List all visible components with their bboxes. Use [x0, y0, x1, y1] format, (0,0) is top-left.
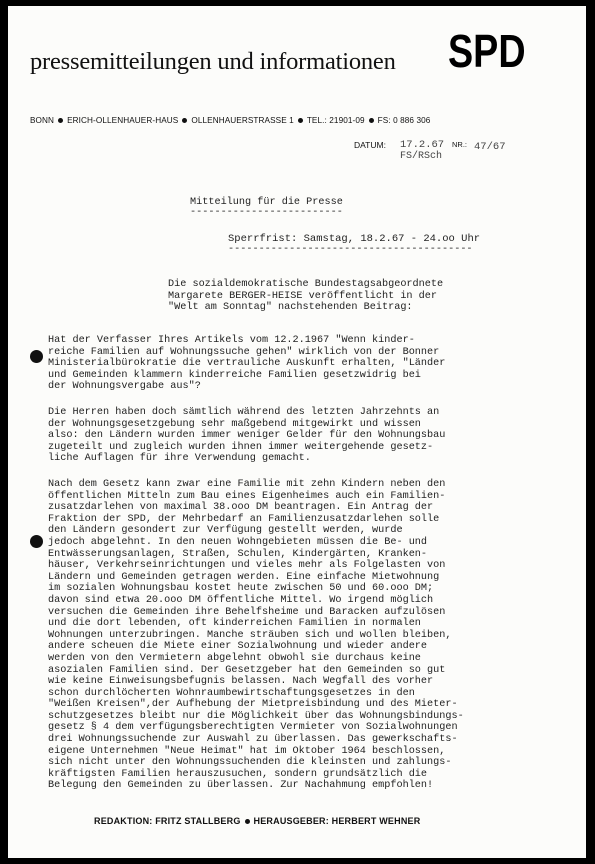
intro-block	[168, 279, 443, 314]
spd-logo: SPD	[448, 25, 526, 77]
address-telex: FS: 0 886 306	[377, 116, 431, 125]
address-city: BONN	[30, 116, 55, 125]
address-building: ERICH-OLLENHAUER-HAUS	[67, 116, 179, 125]
text-line: häuser, Verkehrseinrichtungen und vieles mehr als Folgelasten von	[48, 560, 446, 572]
bullet-dot-icon	[182, 118, 187, 123]
masthead: pressemitteilungen und informationen	[30, 48, 396, 75]
initials: FS/RSch	[400, 151, 443, 162]
text-line: jedoch abgelehnt. In den neuen Wohngebieten müssen die Be- und	[48, 536, 428, 548]
text-line: zugeteilt und zugleich wurden ihnen immer weitergehende gesetz-	[48, 441, 434, 453]
datum-label: DATUM:	[354, 140, 386, 150]
text-line: liche Auflagen für ihre Verwendung gemacht.	[48, 453, 311, 465]
release-title: Mitteilung für die Presse	[190, 197, 343, 208]
text-line: asozialen Familien sind. Der Gesetzgeber hat den Gemeinden so gut	[48, 664, 446, 676]
text-line: Hat der Verfasser Ihres Artikels vom 12.2.1967 "Wenn kinder-	[48, 335, 415, 346]
text-line: zusatzdarlehen von maximal 38.ooo DM beantragen. Ein Antrag der	[48, 502, 434, 514]
footer-herausgeber: HERAUSGEBER: HERBERT WEHNER	[253, 816, 421, 826]
text-line: Fraktion der SPD, der Mehrbedarf an Familienzusatzdarlehen solle	[48, 513, 440, 525]
bullet-dot-icon	[369, 118, 374, 123]
paragraph-1	[48, 335, 568, 393]
bullet-dot-icon	[298, 118, 303, 123]
text-line: sich nicht unter den Wohnungssuchenden die kleinsten und zahlungs-	[48, 757, 452, 769]
text-line: andere scheuen die Miete einer Sozialwohnung und wieder andere	[48, 641, 428, 653]
paragraph-3	[48, 479, 568, 792]
text-line: öffentlichen Mitteln zum Bau eines Eigenheimes auch ein Familien-	[48, 490, 446, 502]
text-line: versuchen die Gemeinden ihre Behelfsheime und Baracken aufzulösen	[48, 606, 446, 618]
document-page	[8, 6, 586, 858]
text-line: im sozialen Wohnungsbau kostet heute zwischen 50 und 60.ooo DM;	[48, 583, 434, 595]
text-line: den Ländern gesondert zur Verfügung gestellt werden, wurde	[48, 525, 403, 537]
intro-line: "Welt am Sonntag" nachstehenden Beitrag:	[168, 302, 413, 314]
text-line: Nach dem Gesetz kann zwar eine Familie mit zehn Kindern neben den	[48, 479, 446, 490]
text-line: Die Herren haben doch sämtlich während des letzten Jahrzehnts an	[48, 407, 440, 418]
text-line: kräftigsten Familien herauszusuchen, sondern grundsätzlich die	[48, 768, 428, 780]
text-line: "Weißen Kreisen",der Aufhebung der Mietpreisbindung und des Mieter-	[48, 699, 458, 711]
punch-hole-icon	[30, 350, 43, 363]
nr-value: 47/67	[474, 141, 506, 153]
text-line: reiche Familien auf Wohnungssuche gehen" wirklich von der Bonner	[48, 346, 440, 358]
intro-line: Die sozialdemokratische Bundestagsabgeordnete	[168, 279, 444, 290]
text-line: Entwässerungsanlagen, Straßen, Schulen, Kindergärten, Kranken-	[48, 548, 428, 560]
text-line: schon durchlöcherten Wohnraumbewirtschaftungsgesetzes in den	[48, 687, 415, 699]
text-line: der Wohnungsgesetzgebung sehr maßgebend mitgewirkt und wissen	[48, 418, 421, 430]
footer-redaktion: REDAKTION: FRITZ STALLBERG	[94, 816, 241, 826]
paragraph-2	[48, 407, 568, 465]
address-street: OLLENHAUERSTRASSE 1	[191, 116, 294, 125]
datum-value: 17.2.67	[400, 139, 445, 151]
text-line: und Gemeinden klammern kinderreiche Familien gesetzwidrig bei	[48, 369, 421, 381]
text-line: eigene Unternehmen "Neue Heimat" hat im Oktober 1964 beschlossen,	[48, 745, 446, 757]
nr-label: NR.:	[452, 140, 467, 149]
address-line	[30, 116, 430, 125]
text-line: drei Wohnungssuchende zur Auswahl zu überlassen. Das gewerkschafts-	[48, 734, 458, 746]
text-line: Ministerialbürokratie die vertrauliche Auskunft erhalten, "Länder	[48, 358, 446, 370]
intro-line: Margarete BERGER-HEISE veröffentlicht in der	[168, 290, 437, 302]
text-line: also: den Ländern wurden immer weniger Gelder für den Wohnungsbau	[48, 430, 446, 442]
text-line: Belegung den Gemeinden zu überlassen. Zur Nachahmung empfohlen!	[48, 780, 434, 792]
address-phone: TEL.: 21901-09	[306, 116, 365, 125]
text-line: davon sind etwa 20.ooo DM öffentliche Mittel. Wo irgend möglich	[48, 594, 434, 606]
bullet-dot-icon	[58, 118, 63, 123]
release-title-underline: -------------------------	[190, 207, 343, 218]
embargo-underline: ----------------------------------------	[228, 244, 473, 255]
bullet-dot-icon	[245, 819, 250, 824]
text-line: Ländern und Gemeinden getragen werden. Eine einfache Mietwohnung	[48, 571, 440, 583]
text-line: und die dort lebenden, oft kinderreichen Familien in normalen	[48, 618, 421, 630]
punch-hole-icon	[30, 535, 43, 548]
text-line: wie keine Einweisungsbefugnis belassen. Nach Wegfall des vorher	[48, 676, 434, 688]
text-line: Wohnungen unterzubringen. Manche sträuben sich und wollen bleiben,	[48, 629, 452, 641]
text-line: werden von den Vermietern abgelehnt obwohl sie durchaus keine	[48, 652, 421, 664]
embargo-notice: Sperrfrist: Samstag, 18.2.67 - 24.oo Uhr	[228, 233, 481, 245]
footer-credits	[94, 816, 420, 826]
text-line: gesetz § 4 dem verfügungsberechtigten Vermieter von Sozialwohnungen	[48, 722, 458, 734]
text-line: der Wohnungsvergabe aus"?	[48, 381, 201, 393]
text-line: schutzgesetzes bleibt nur die Möglichkeit über das Wohnungsbindungs-	[48, 710, 464, 722]
